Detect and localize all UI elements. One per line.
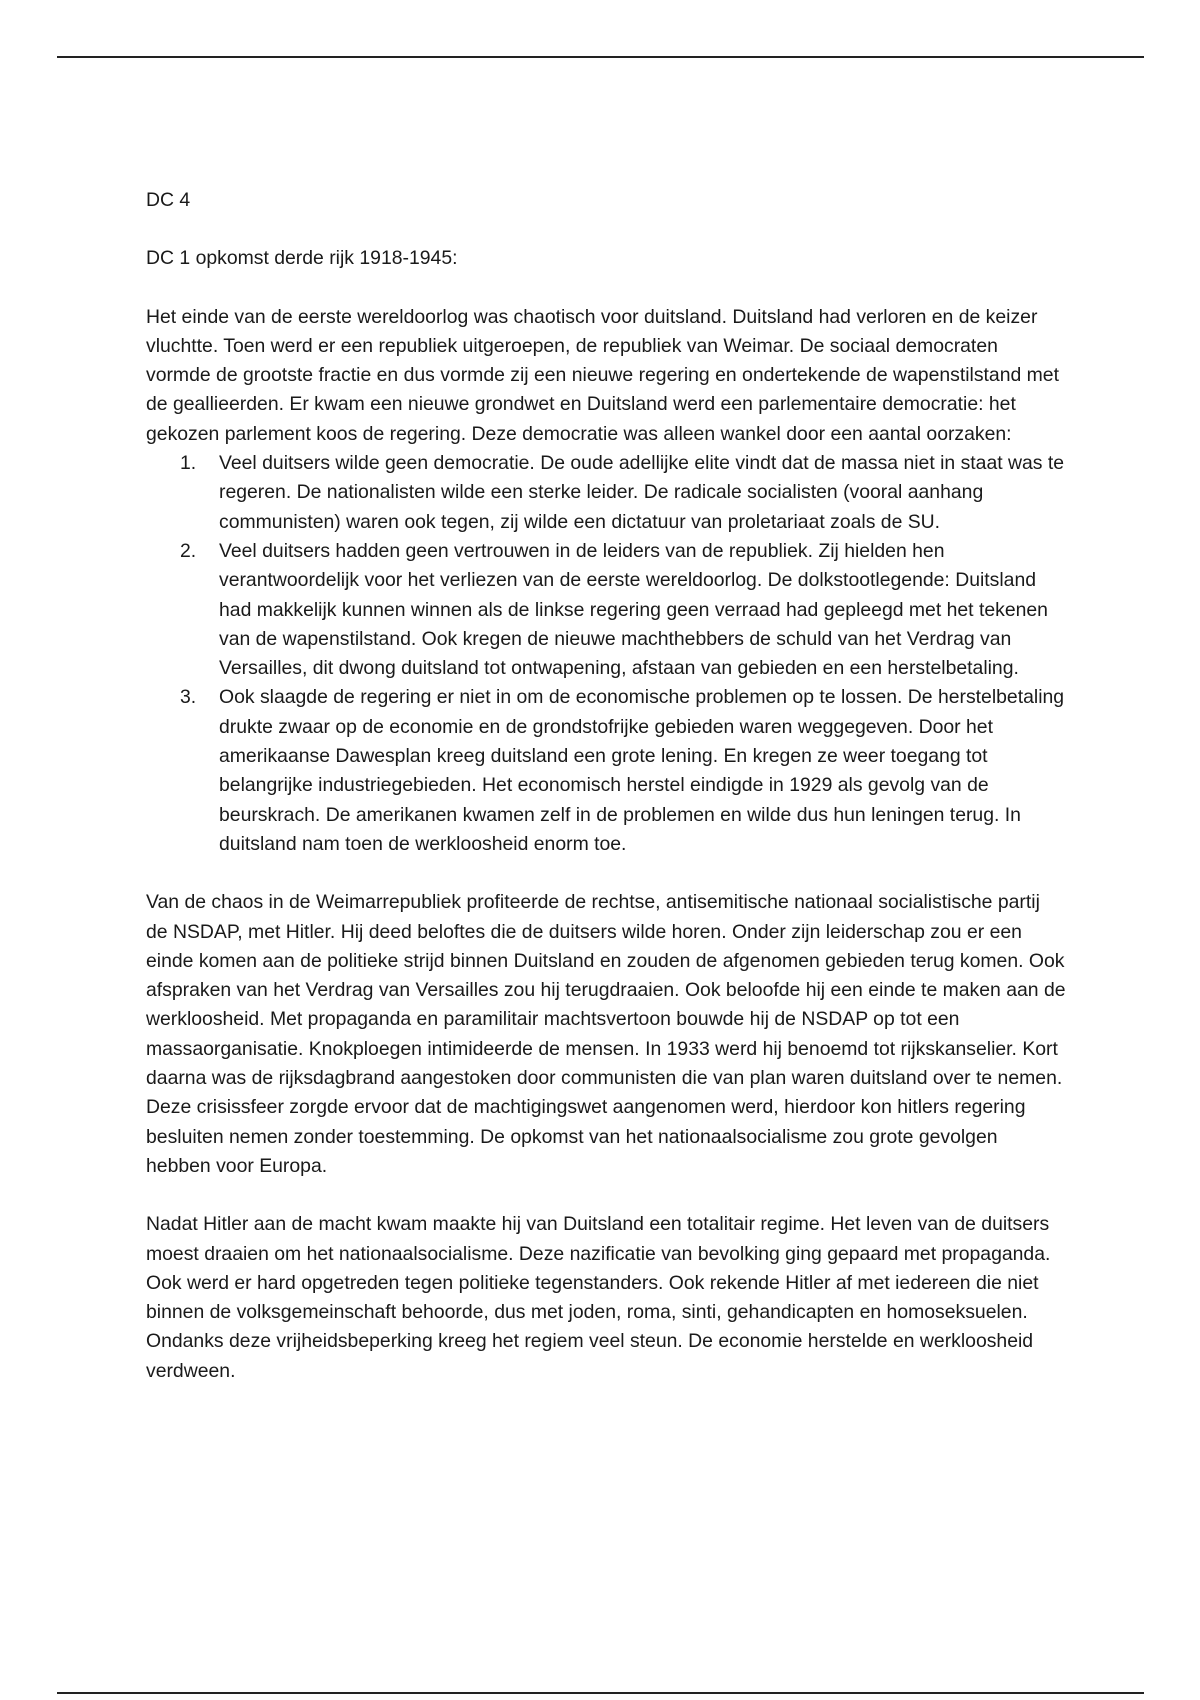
causes-list	[146, 449, 1066, 859]
regime-paragraph: Nadat Hitler aan de macht kwam maakte hij van Duitsland een totalitair regime. Het leven van de duitsers moest draaien om het nationaalsocialisme. Deze nazificatie van bevolking ging gepaard met propaganda. Ook werd er hard opgetreden tegen politieke tegenstanders. Ook rekende Hitler af met iedereen die niet binnen de volksgemeinschaft behoorde, dus met joden, roma, sinti, gehandicapten en homoseksuelen. Ondanks deze vrijheidsbeperking kreeg het regiem veel steun. De economie herstelde en werkloosheid verdween.	[146, 1213, 1051, 1382]
list-item-text: Veel duitsers wilde geen democratie. De oude adellijke elite vindt dat de massa niet in staat was te regeren. De nationalisten wilde een sterke leider. De radicale socialisten (vooral aanhang communisten) waren ook tegen, zij wilde een dictatuur van proletariaat zoals de SU.	[219, 452, 1065, 533]
document-title: DC 4	[146, 189, 191, 211]
list-item-number: 1.	[180, 452, 197, 475]
document-subtitle: DC 1 opkomst derde rijk 1918-1945:	[146, 247, 458, 270]
list-item	[146, 537, 1066, 683]
nsdap-paragraph: Van de chaos in de Weimarrepubliek profiteerde de rechtse, antisemitische nationaal socialistische partij de NSDAP, met Hitler. Hij deed beloftes die de duitsers wilde horen. Onder zijn leiderschap zou er een einde komen aan de politieke strijd binnen Duitsland en zouden de afgenomen gebieden terug komen. Ook afspraken van het Verdrag van Versailles zou hij terugdraaien. Ook beloofde hij een einde te maken aan de werkloosheid. Met propaganda en paramilitair machtsvertoon bouwde hij de NSDAP op tot een massaorganisatie. Knokploegen intimideerde de mensen. In 1933 werd hij benoemd tot rijkskanselier. Kort daarna was de rijksdagbrand aangestoken door communisten die van plan waren duitsland over te nemen. Deze crisissfeer zorgde ervoor dat de machtigingswet aangenomen werd, hierdoor kon hitlers regering besluiten nemen zonder toestemming. De opkomst van het nationaalsocialisme zou grote gevolgen hebben voor Europa.	[146, 891, 1066, 1177]
bottom-page-rule	[57, 1692, 1144, 1694]
top-page-rule	[57, 56, 1144, 58]
list-item-text: Ook slaagde de regering er niet in om de economische problemen op te lossen. De herstelbetaling drukte zwaar op de economie en de grondstofrijke gebieden waren weggegeven. Door het amerikaanse Dawesplan kreeg duitsland een grote lening. En kregen ze weer toegang tot belangrijke industriegebieden. Het economisch herstel eindigde in 1929 als gevolg van de beurskrach. De amerikanen kwamen zelf in de problemen en wilde dus hun leningen terug. In duitsland nam toen de werkloosheid enorm toe.	[219, 686, 1065, 855]
list-item	[146, 449, 1066, 537]
list-item-text: Veel duitsers hadden geen vertrouwen in de leiders van de republiek. Zij hielden hen verantwoordelijk voor het verliezen van de eerste wereldoorlog. De dolkstootlegende: Duitsland had makkelijk kunnen winnen als de linkse regering geen verraad had gepleegd met het tekenen van de wapenstilstand. Ook kregen de nieuwe machthebbers de schuld van het Verdrag van Versailles, dit dwong duitsland tot ontwapening, afstaan van gebieden en een herstelbetaling.	[219, 539, 1048, 680]
list-item-number: 2.	[180, 539, 197, 562]
intro-paragraph: Het einde van de eerste wereldoorlog was chaotisch voor duitsland. Duitsland had verloren en de keizer vluchtte. Toen werd er een republiek uitgeroepen, de republiek van Weimar. De sociaal democraten vormde de grootste fractie en dus vormde zij een nieuwe regering en ondertekende de wapenstilstand met de geallieerden. Er kwam een nieuwe grondwet en Duitsland werd een parlementaire democratie: het gekozen parlement koos de regering. Deze democratie was alleen wankel door een aantal oorzaken:	[146, 305, 1059, 445]
list-item-number: 3.	[180, 686, 197, 709]
list-item	[146, 683, 1066, 859]
document-body	[146, 186, 1066, 1386]
